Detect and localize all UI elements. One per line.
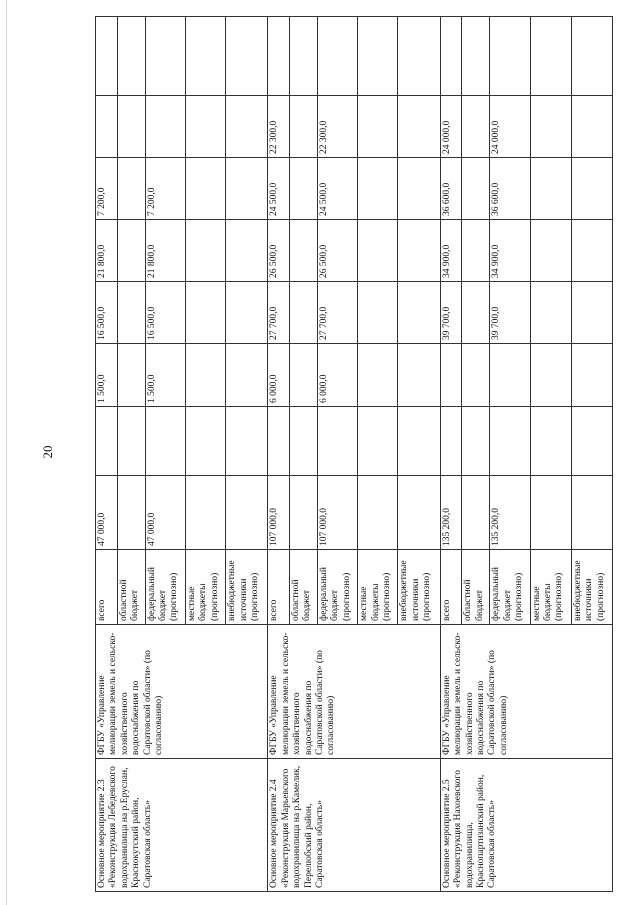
table-body: [96, 17, 613, 892]
funding-source-label: федеральный бюджет (прогнозно): [490, 550, 530, 625]
value-cell: [185, 476, 225, 550]
value-cell: 24 000,0: [440, 96, 462, 158]
funding-source-label: всего: [440, 550, 462, 625]
value-cell: 7 200,0: [145, 158, 185, 220]
funding-source-label: федеральный бюджет (прогнозно): [317, 550, 357, 625]
value-cell: [226, 158, 268, 220]
value-cell: 24 500,0: [268, 158, 290, 220]
value-cell: 34 900,0: [490, 220, 530, 282]
value-cell: 36 600,0: [440, 158, 462, 220]
scan-edge-line: [6, 0, 7, 905]
value-cell: [117, 282, 145, 344]
measure-title-cell: Основное мероприятие 2.3 «Реконструкция Лебедевского водохранилища на р.Еруслан, Краснокутский район, Саратовская область»: [96, 759, 268, 892]
value-cell: [226, 17, 268, 96]
value-cell: [358, 282, 398, 344]
value-cell: 24 500,0: [317, 158, 357, 220]
value-cell: [290, 407, 318, 476]
value-cell: [226, 282, 268, 344]
value-cell: [96, 407, 118, 476]
value-cell: [462, 220, 490, 282]
funding-source-label: местные бюджеты (прогнозно): [358, 550, 398, 625]
value-cell: [145, 407, 185, 476]
table-row: [96, 17, 118, 892]
value-cell: [571, 17, 612, 96]
value-cell: 36 600,0: [490, 158, 530, 220]
value-cell: 21 800,0: [96, 220, 118, 282]
value-cell: 135 200,0: [440, 476, 462, 550]
value-cell: [226, 344, 268, 407]
value-cell: [358, 476, 398, 550]
funding-source-label: федеральный бюджет (прогнозно): [145, 550, 185, 625]
value-cell: [290, 476, 318, 550]
value-cell: [490, 344, 530, 407]
value-cell: [185, 220, 225, 282]
value-cell: [398, 407, 440, 476]
value-cell: [440, 407, 462, 476]
value-cell: [226, 96, 268, 158]
value-cell: [571, 96, 612, 158]
value-cell: [185, 344, 225, 407]
value-cell: 22 300,0: [317, 96, 357, 158]
value-cell: [530, 220, 571, 282]
table-row: [440, 17, 462, 892]
value-cell: [268, 17, 290, 96]
value-cell: [490, 407, 530, 476]
value-cell: [226, 476, 268, 550]
value-cell: 107 000,0: [317, 476, 357, 550]
value-cell: 16 500,0: [145, 282, 185, 344]
value-cell: 107 000,0: [268, 476, 290, 550]
value-cell: [117, 407, 145, 476]
value-cell: [358, 158, 398, 220]
value-cell: [490, 17, 530, 96]
value-cell: 1 500,0: [145, 344, 185, 407]
value-cell: [530, 158, 571, 220]
funding-source-label: внебюджетные источники (прогнозно): [226, 550, 268, 625]
value-cell: [117, 17, 145, 96]
funding-source-label: местные бюджеты (прогнозно): [185, 550, 225, 625]
value-cell: [462, 476, 490, 550]
funding-source-label: областной бюджет: [117, 550, 145, 625]
value-cell: [317, 17, 357, 96]
funding-table: [95, 16, 613, 892]
page-number: 20: [40, 445, 55, 459]
value-cell: [117, 96, 145, 158]
value-cell: [185, 158, 225, 220]
value-cell: [290, 17, 318, 96]
value-cell: [185, 407, 225, 476]
value-cell: 34 900,0: [440, 220, 462, 282]
value-cell: 6 000,0: [268, 344, 290, 407]
value-cell: [571, 220, 612, 282]
value-cell: [440, 17, 462, 96]
value-cell: [96, 96, 118, 158]
value-cell: [530, 407, 571, 476]
value-cell: [530, 282, 571, 344]
measure-title-cell: Основное мероприятие 2.4 «Реконструкция Марьевского водохранилища на р.Камелик, Перелюбский район, Саратовская область»: [268, 759, 440, 892]
value-cell: 26 500,0: [268, 220, 290, 282]
value-cell: [117, 220, 145, 282]
value-cell: [185, 282, 225, 344]
value-cell: [398, 96, 440, 158]
value-cell: [226, 407, 268, 476]
funding-source-label: местные бюджеты (прогнозно): [530, 550, 571, 625]
value-cell: [117, 476, 145, 550]
value-cell: [571, 158, 612, 220]
value-cell: [226, 220, 268, 282]
value-cell: [530, 17, 571, 96]
value-cell: 24 000,0: [490, 96, 530, 158]
funding-source-label: всего: [268, 550, 290, 625]
value-cell: [358, 96, 398, 158]
table-row: [268, 17, 290, 892]
value-cell: 47 000,0: [96, 476, 118, 550]
executor-cell: ФГБУ «Управление мелиорации земель и сельско-хозяйственного водоснабжения по Саратовской области» (по согласованию): [96, 625, 268, 759]
value-cell: [398, 344, 440, 407]
value-cell: [571, 476, 612, 550]
value-cell: [571, 344, 612, 407]
executor-cell: ФГБУ «Управление мелиорации земель и сельско-хозяйственного водоснабжения по Саратовской области» (по согласованию): [268, 625, 440, 759]
value-cell: [398, 220, 440, 282]
value-cell: [358, 220, 398, 282]
funding-source-label: внебюджетные источники (прогнозно): [398, 550, 440, 625]
value-cell: 27 700,0: [268, 282, 290, 344]
value-cell: [145, 17, 185, 96]
measure-title-cell: Основное мероприятие 2.5 «Реконструкция Нахоевского водохранилища, Краснопартизанский район, Саратовская область»: [440, 759, 612, 892]
value-cell: [462, 282, 490, 344]
value-cell: [398, 476, 440, 550]
value-cell: 47 000,0: [145, 476, 185, 550]
value-cell: 27 700,0: [317, 282, 357, 344]
value-cell: [185, 17, 225, 96]
value-cell: 1 500,0: [96, 344, 118, 407]
value-cell: 39 700,0: [490, 282, 530, 344]
value-cell: [571, 282, 612, 344]
value-cell: [462, 17, 490, 96]
value-cell: [571, 407, 612, 476]
value-cell: [530, 476, 571, 550]
value-cell: [145, 96, 185, 158]
value-cell: 7 200,0: [96, 158, 118, 220]
value-cell: [398, 17, 440, 96]
value-cell: 6 000,0: [317, 344, 357, 407]
funding-source-label: внебюджетные источники (прогнозно): [571, 550, 612, 625]
value-cell: 39 700,0: [440, 282, 462, 344]
executor-cell: ФГБУ «Управление мелиорации земель и сельско-хозяйственного водоснабжения по Саратовской области» (по согласованию): [440, 625, 612, 759]
value-cell: [530, 344, 571, 407]
value-cell: [398, 158, 440, 220]
value-cell: [398, 282, 440, 344]
value-cell: [462, 158, 490, 220]
value-cell: [358, 407, 398, 476]
value-cell: [117, 344, 145, 407]
value-cell: [96, 17, 118, 96]
value-cell: [462, 407, 490, 476]
value-cell: [440, 344, 462, 407]
value-cell: [290, 282, 318, 344]
value-cell: [317, 407, 357, 476]
value-cell: 26 500,0: [317, 220, 357, 282]
value-cell: 135 200,0: [490, 476, 530, 550]
value-cell: [117, 158, 145, 220]
funding-source-label: всего: [96, 550, 118, 625]
funding-source-label: областной бюджет: [290, 550, 318, 625]
value-cell: [268, 407, 290, 476]
value-cell: [358, 344, 398, 407]
value-cell: [185, 96, 225, 158]
rotated-table-wrapper: [95, 17, 613, 892]
value-cell: 21 800,0: [145, 220, 185, 282]
value-cell: 22 300,0: [268, 96, 290, 158]
value-cell: [462, 96, 490, 158]
value-cell: [358, 17, 398, 96]
value-cell: [290, 96, 318, 158]
value-cell: [290, 158, 318, 220]
value-cell: [462, 344, 490, 407]
value-cell: [530, 96, 571, 158]
value-cell: [290, 344, 318, 407]
value-cell: [290, 220, 318, 282]
funding-source-label: областной бюджет: [462, 550, 490, 625]
value-cell: 16 500,0: [96, 282, 118, 344]
